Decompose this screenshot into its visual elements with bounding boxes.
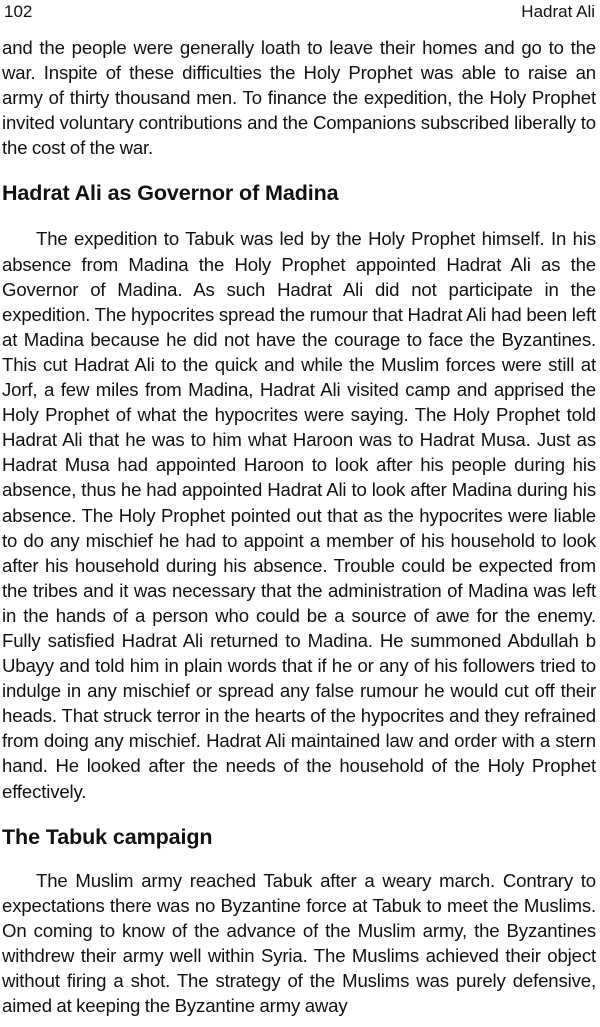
intro-paragraph: and the people were generally loath to leave their homes and go to the war. Inspite of these difficulties the Holy Prophet was able to raise an army of thirty thousand men. To finance the expedition, the Holy Prophet invited voluntary contributions and the Companions subscribed liberally to the cost of the war. (2, 37, 596, 159)
running-title: Hadrat Ali (521, 2, 595, 21)
page-header (2, 0, 596, 27)
tabuk-paragraph: The Muslim army reached Tabuk after a weary march. Contrary to expectations there was no Byzantine force at Tabuk to meet the Muslims. On coming to know of the advance of the Muslim army, the Byzantines withdrew their army well within Syria. The Muslims achieved their object without firing a shot. The strategy of the Muslims was purely defensive, aimed at keeping the Byzantine army away (2, 869, 596, 1017)
section-heading-governor: Hadrat Ali as Governor of Madina (2, 181, 339, 206)
governor-paragraph: The expedition to Tabuk was led by the Holy Prophet himself. In his absence from Madina the Holy Prophet appointed Hadrat Ali as the Governor of Madina. As such Hadrat Ali did not participate in the expedition. The hypocrites spread the rumour that Hadrat Ali had been left at Madina because he did not have the courage to face the Byzantines. This cut Hadrat Ali to the quick and while the Muslim forces were still at Jorf, a few miles from Madina, Hadrat Ali visited camp and apprised the Holy Prophet of what the hypocrites were saying. The Holy Prophet told Hadrat Ali that he was to him what Haroon was to Hadrat Musa. Just as Hadrat Musa had appointed Haroon to look after his people during his absence, thus he had appointed Hadrat Ali to look after Madina during his absence. The Holy Prophet pointed out that as the hypocrites were liable to do any mischief he had to appoint a member of his household to look after his household during his absence. Trouble could be expected from the tribes and it was necessary that the administration of Madina was left in the hands of a person who could be a source of awe for the enemy. Fully satisfied Hadrat Ali returned to Madina. He summoned Abdullah b Ubayy and told him in plain words that if he or any of his followers tried to indulge in any mischief or spread any false rumour he would cut off their heads. That struck terror in the hearts of the hypocrites and they refrained from doing any mischief. Hadrat Ali maintained law and order with a stern hand. He looked after the needs of the household of the Holy Prophet effectively. (2, 228, 596, 802)
page-number: 102 (4, 2, 33, 21)
section-heading-tabuk: The Tabuk campaign (2, 824, 213, 849)
